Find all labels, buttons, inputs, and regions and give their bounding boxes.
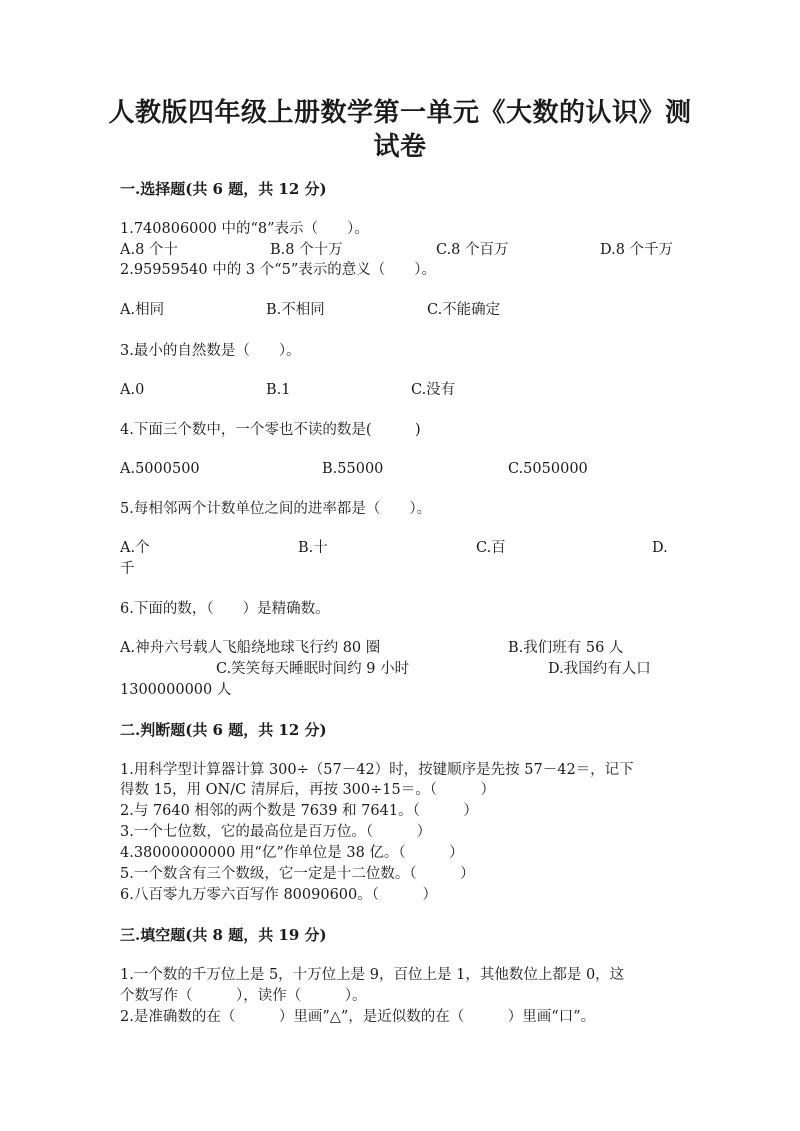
- question-5-stem: 5.每相邻两个计数单位之间的进率都是（ ）。: [120, 501, 432, 517]
- fill-1-line-1: 1.一个数的千万位上是 5，十万位上是 9，百位上是 1，其他数位上都是 0，这: [120, 967, 625, 983]
- question-2-option-b: B.不相同: [266, 302, 325, 318]
- question-1-option-b: B.8 个十万: [270, 242, 343, 258]
- question-1-option-a: A.8 个十: [120, 242, 178, 258]
- question-5-option-d-wrap: 千: [120, 561, 135, 577]
- page-title: [100, 96, 700, 164]
- title-line-2: 试卷: [373, 132, 427, 162]
- judgment-1-line-1: 1.用科学型计算器计算 300÷（57－42）时，按键顺序是先按 57－42＝，记下: [120, 762, 634, 778]
- judgment-1-line-2: 得数 15，用 ON/C 清屏后，再按 300÷15＝。（ ）: [120, 782, 495, 798]
- question-3-option-c: C.没有: [411, 382, 456, 398]
- question-3-option-b: B.1: [266, 382, 291, 398]
- title-line-1: 人教版四年级上册数学第一单元《大数的认识》测: [108, 98, 692, 128]
- question-5-option-c: C.百: [476, 540, 506, 556]
- judgment-2: 2.与 7640 相邻的两个数是 7639 和 7641。（ ）: [120, 803, 478, 819]
- fill-2: 2.是准确数的在（ ）里画”△”，是近似数的在（ ）里画“口”。: [120, 1009, 596, 1025]
- fill-1-line-2: 个数写作（ ），读作（ ）。: [120, 988, 367, 1004]
- question-6-option-b: B.我们班有 56 人: [508, 640, 624, 656]
- question-3-stem: 3.最小的自然数是（ ）。: [120, 343, 301, 359]
- question-3-option-a: A.0: [120, 382, 145, 398]
- question-6-option-c: C.笑笑每天睡眠时间约 9 小时: [216, 661, 410, 677]
- question-6-option-d: D.我国约有人口: [548, 661, 651, 677]
- question-1-option-c: C.8 个百万: [436, 242, 509, 258]
- section-heading-fill-in: 三.填空题(共 8 题，共 19 分): [120, 926, 327, 944]
- question-2-stem: 2.95959540 中的 3 个“5”表示的意义（ ）。: [120, 262, 436, 278]
- question-4-stem: 4.下面三个数中，一个零也不读的数是( ): [120, 422, 421, 438]
- judgment-5: 5.一个数含有三个数级，它一定是十二位数。（ ）: [120, 866, 475, 882]
- question-1-option-d: D.8 个千万: [600, 242, 674, 258]
- question-6-option-a: A.神舟六号载人飞船绕地球飞行约 80 圈: [120, 640, 381, 656]
- question-4-option-b: B.55000: [322, 461, 384, 477]
- question-4-option-a: A.5000500: [120, 461, 200, 477]
- question-5-option-d: D.: [652, 540, 668, 556]
- question-1-stem: 1.740806000 中的“8”表示（ ）。: [120, 221, 369, 237]
- question-6-option-d-wrap: 1300000000 人: [120, 682, 232, 698]
- question-2-option-c: C.不能确定: [427, 302, 501, 318]
- section-heading-choice: 一.选择题(共 6 题，共 12 分): [120, 180, 327, 198]
- question-4-option-c: C.5050000: [508, 461, 588, 477]
- judgment-4: 4.38000000000 用“亿”作单位是 38 亿。（ ）: [120, 845, 464, 861]
- question-2-option-a: A.相同: [120, 302, 165, 318]
- question-6-stem: 6.下面的数，（ ）是精确数。: [120, 601, 330, 617]
- section-heading-judgment: 二.判断题(共 6 题，共 12 分): [120, 721, 327, 739]
- question-5-option-b: B.十: [298, 540, 328, 556]
- judgment-6: 6.八百零九万零六百写作 80090600。（ ）: [120, 887, 437, 903]
- question-5-option-a: A.个: [120, 540, 150, 556]
- judgment-3: 3.一个七位数，它的最高位是百万位。（ ）: [120, 824, 432, 840]
